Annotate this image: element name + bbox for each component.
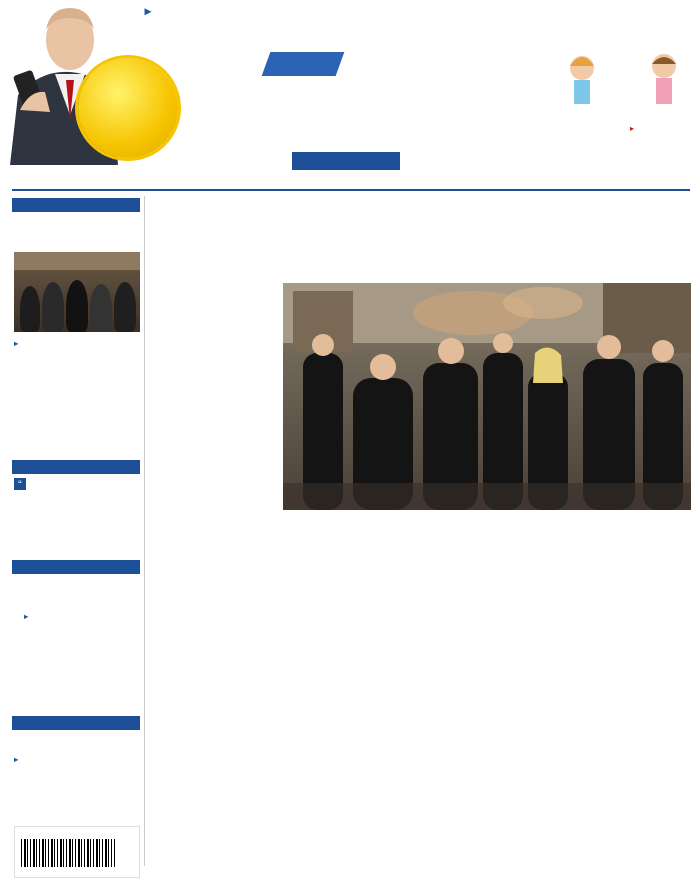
barcode-lines	[21, 839, 115, 867]
side-story-3-text	[24, 612, 140, 696]
section-label-u-nas	[12, 716, 140, 730]
side-story-1-text	[14, 339, 140, 437]
arrow-right-icon: ▸	[144, 4, 152, 18]
arrow-right-icon: ▸	[24, 612, 29, 621]
lead-col-1	[150, 292, 274, 710]
lead-col-3	[412, 540, 544, 710]
quote-text	[14, 479, 140, 529]
lead-col-4	[550, 540, 690, 710]
arrow-right-icon: ▸	[14, 339, 19, 348]
arrow-right-icon: ▸	[629, 124, 634, 133]
header-rule	[12, 189, 690, 191]
issue-info-vertical	[9, 501, 17, 671]
market-photo	[14, 252, 140, 332]
quote-icon: “	[14, 478, 26, 490]
teaser-line-2	[100, 23, 700, 38]
teaser-line-1	[120, 3, 700, 18]
side-story-4-text	[14, 755, 140, 821]
section-label-wydarzenia	[12, 560, 140, 574]
promo-badge[interactable]	[78, 58, 178, 158]
edition-label	[292, 152, 400, 170]
section-label-bydgoszcz	[12, 198, 140, 212]
fans-illustration	[283, 283, 691, 510]
kids-illustration	[552, 38, 692, 114]
barcode	[14, 826, 140, 878]
sidebar-divider	[144, 196, 145, 866]
section-label-cytat	[12, 460, 140, 474]
masthead-logo[interactable]	[196, 48, 506, 158]
arrow-right-icon: ▸	[14, 755, 19, 764]
miss-mister-promo[interactable]	[552, 38, 692, 140]
logo-accent	[262, 52, 345, 76]
lead-photo[interactable]	[283, 283, 691, 510]
lead-col-2	[283, 540, 407, 710]
